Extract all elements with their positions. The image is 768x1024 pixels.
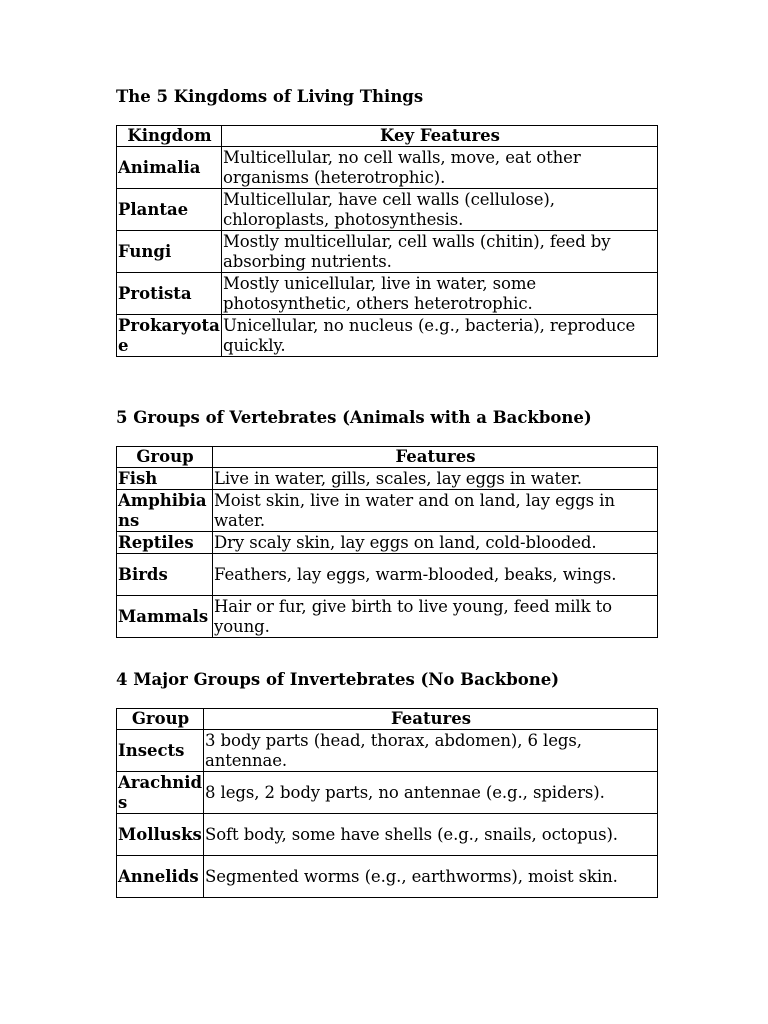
table-header-row	[117, 709, 658, 730]
row-name: Plantae	[117, 189, 222, 231]
table-header-row	[117, 126, 658, 147]
column-header-features: Features	[204, 709, 658, 730]
row-name: Prokaryotae	[118, 315, 220, 355]
document-page	[116, 86, 658, 898]
vertebrates-title: 5 Groups of Vertebrates (Animals with a Backbone)	[116, 408, 592, 427]
row-features: Mostly multicellular, cell walls (chitin), feed by absorbing nutrients.	[222, 231, 658, 273]
row-name: Annelids	[117, 856, 204, 898]
row-features: 3 body parts (head, thorax, abdomen), 6 legs, antennae.	[204, 730, 658, 772]
column-header-features: Features	[213, 447, 658, 468]
column-header-group: Group	[117, 447, 213, 468]
table-row	[117, 231, 658, 273]
row-features: Live in water, gills, scales, lay eggs in water.	[213, 468, 658, 490]
row-name: Protista	[117, 273, 222, 315]
column-header-kingdom: Kingdom	[117, 126, 222, 147]
kingdoms-title: The 5 Kingdoms of Living Things	[116, 87, 424, 106]
table-row	[117, 315, 658, 357]
table-header-row	[117, 447, 658, 468]
table-row	[117, 814, 658, 856]
table-row	[117, 772, 658, 814]
row-name: Reptiles	[117, 532, 213, 554]
row-features: Moist skin, live in water and on land, lay eggs in water.	[213, 490, 658, 532]
row-features: Mostly unicellular, live in water, some photosynthetic, others heterotrophic.	[222, 273, 658, 315]
table-row	[117, 596, 658, 638]
row-name: Animalia	[117, 147, 222, 189]
table-row	[117, 856, 658, 898]
row-features: 8 legs, 2 body parts, no antennae (e.g., spiders).	[204, 772, 658, 814]
table-row	[117, 730, 658, 772]
table-row	[117, 273, 658, 315]
invertebrates-table	[116, 708, 658, 898]
row-name: Amphibians	[117, 490, 213, 532]
row-name: Mollusks	[117, 814, 204, 856]
table-row	[117, 554, 658, 596]
row-features: Unicellular, no nucleus (e.g., bacteria), reproduce quickly.	[222, 315, 658, 357]
row-name: Birds	[117, 554, 213, 596]
row-features: Segmented worms (e.g., earthworms), moist skin.	[204, 856, 658, 898]
table-row	[117, 532, 658, 554]
table-row	[117, 468, 658, 490]
invertebrates-title: 4 Major Groups of Invertebrates (No Backbone)	[116, 670, 560, 689]
column-header-group: Group	[117, 709, 204, 730]
row-features: Multicellular, no cell walls, move, eat other organisms (heterotrophic).	[222, 147, 658, 189]
row-name: Fungi	[117, 231, 222, 273]
row-features: Dry scaly skin, lay eggs on land, cold-blooded.	[213, 532, 658, 554]
row-features: Soft body, some have shells (e.g., snails, octopus).	[204, 814, 658, 856]
row-features: Feathers, lay eggs, warm-blooded, beaks, wings.	[213, 554, 658, 596]
row-name: Arachnids	[118, 772, 203, 812]
table-row	[117, 189, 658, 231]
kingdoms-table	[116, 125, 658, 357]
table-row	[117, 147, 658, 189]
table-row	[117, 490, 658, 532]
row-features: Hair or fur, give birth to live young, feed milk to young.	[213, 596, 658, 638]
row-name: Insects	[117, 730, 204, 772]
row-features: Multicellular, have cell walls (cellulose), chloroplasts, photosynthesis.	[222, 189, 658, 231]
column-header-key-features: Key Features	[222, 126, 658, 147]
row-name: Fish	[117, 468, 213, 490]
vertebrates-table	[116, 446, 658, 638]
row-name: Mammals	[117, 596, 213, 638]
